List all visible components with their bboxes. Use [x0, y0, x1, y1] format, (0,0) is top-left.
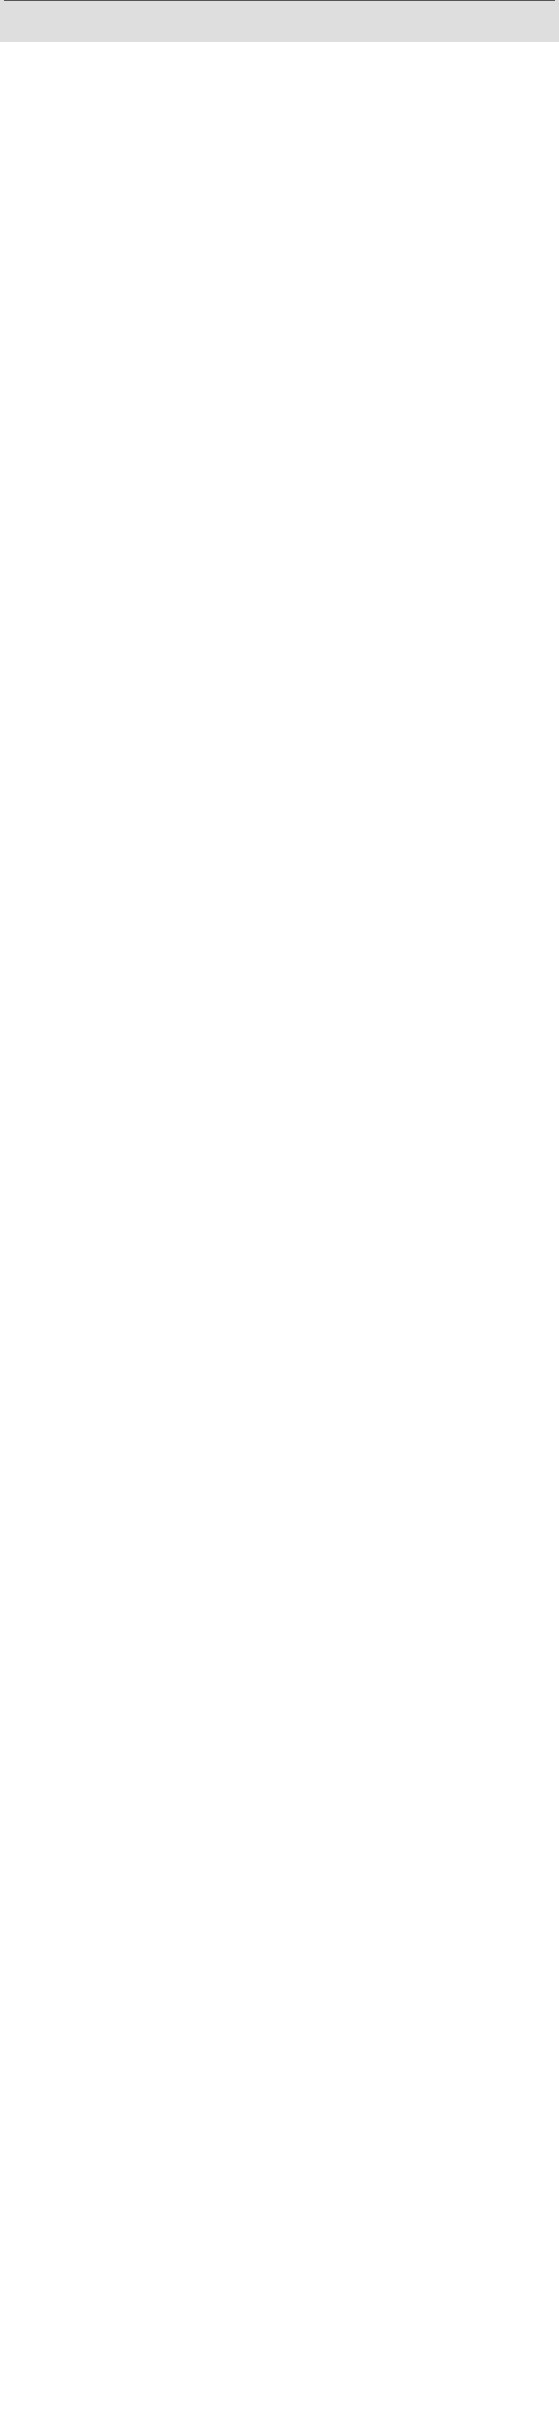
header-reference [383, 0, 559, 42]
header-number [0, 0, 30, 42]
header-gene [30, 0, 110, 42]
table-footnote [4, 0, 555, 5]
table-header [0, 0, 559, 42]
header-synonyms [110, 0, 383, 42]
gene-table [0, 0, 559, 42]
header-row [0, 0, 559, 42]
